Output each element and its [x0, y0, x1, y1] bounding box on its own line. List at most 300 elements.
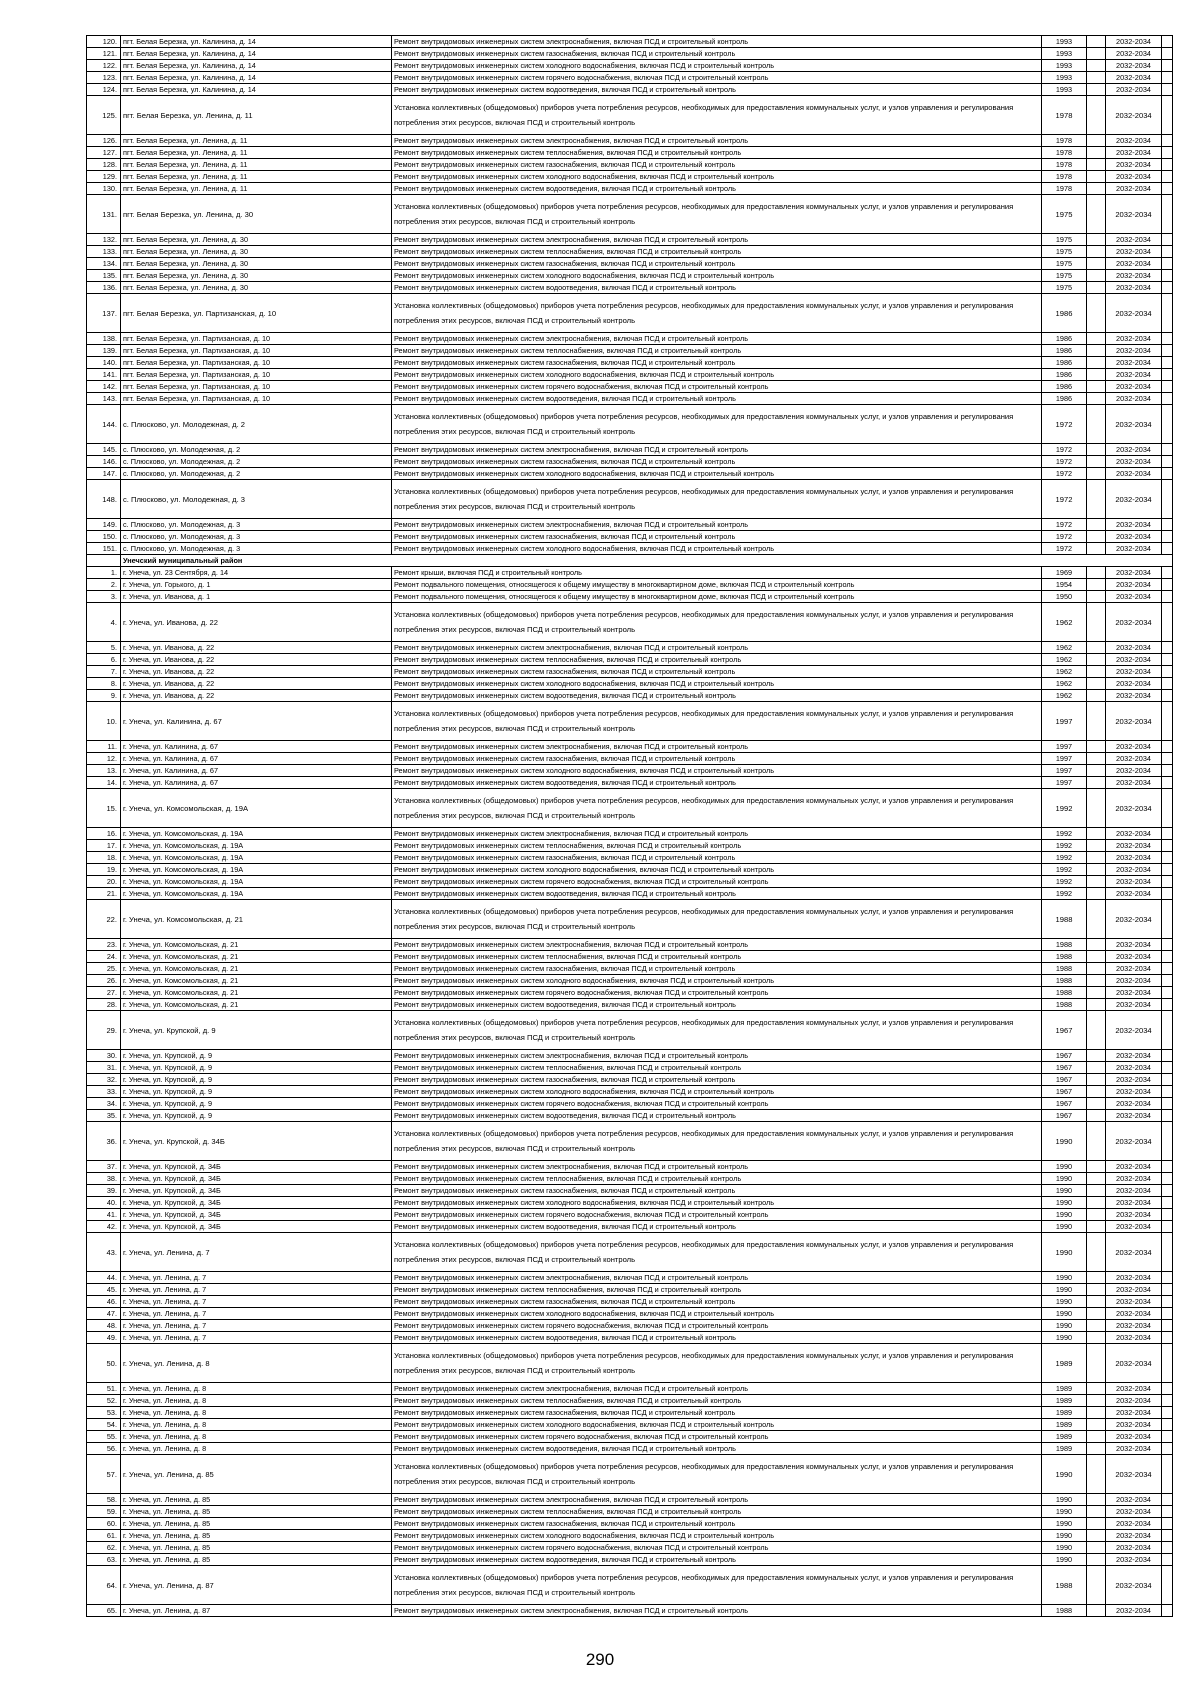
address-cell: г. Унеча, ул. Ленина, д. 8	[121, 1407, 392, 1419]
row-number: 37.	[87, 1161, 121, 1173]
table-row	[87, 939, 1173, 951]
empty-cell	[1087, 195, 1106, 234]
planned-period-cell: 2032-2034	[1106, 1122, 1162, 1161]
empty-cell	[1162, 690, 1173, 702]
empty-cell	[1162, 1494, 1173, 1506]
year-built-cell: 1972	[1042, 531, 1087, 543]
year-built-cell: 1989	[1042, 1443, 1087, 1455]
address-cell: г. Унеча, ул. Ленина, д. 85	[121, 1494, 392, 1506]
year-built-cell: 1989	[1042, 1419, 1087, 1431]
address-cell: с. Плюсково, ул. Молодежная, д. 3	[121, 519, 392, 531]
table-row	[87, 543, 1173, 555]
empty-cell	[1162, 72, 1173, 84]
empty-cell	[1162, 1221, 1173, 1233]
row-number: 43.	[87, 1233, 121, 1272]
row-number: 12.	[87, 753, 121, 765]
address-cell: г. Унеча, ул. Ленина, д. 8	[121, 1431, 392, 1443]
address-cell: пгт. Белая Березка, ул. Партизанская, д. 10	[121, 357, 392, 369]
year-built-cell: 1975	[1042, 258, 1087, 270]
year-built-cell: 1993	[1042, 84, 1087, 96]
address-cell: пгт. Белая Березка, ул. Ленина, д. 11	[121, 135, 392, 147]
empty-cell	[1087, 1455, 1106, 1494]
planned-period-cell: 2032-2034	[1106, 543, 1162, 555]
work-type-cell: Ремонт внутридомовых инженерных систем холодного водоснабжения, включая ПСД и строительный контроль	[392, 975, 1042, 987]
row-number: 48.	[87, 1320, 121, 1332]
year-built-cell: 1990	[1042, 1209, 1087, 1221]
row-number: 129.	[87, 171, 121, 183]
planned-period-cell: 2032-2034	[1106, 1605, 1162, 1617]
row-number: 26.	[87, 975, 121, 987]
address-cell: г. Унеча, ул. Комсомольская, д. 19А	[121, 840, 392, 852]
address-cell: г. Унеча, ул. Комсомольская, д. 21	[121, 963, 392, 975]
row-number	[87, 555, 121, 567]
address-cell: пгт. Белая Березка, ул. Калинина, д. 14	[121, 60, 392, 72]
work-type-cell: Ремонт внутридомовых инженерных систем горячего водоснабжения, включая ПСД и строительный контроль	[392, 1209, 1042, 1221]
table-row	[87, 1395, 1173, 1407]
table-row	[87, 171, 1173, 183]
table-row	[87, 1530, 1173, 1542]
year-built-cell: 1967	[1042, 1074, 1087, 1086]
empty-cell	[1162, 1566, 1173, 1605]
table-row	[87, 1344, 1173, 1383]
row-number: 15.	[87, 789, 121, 828]
empty-cell	[1087, 765, 1106, 777]
empty-cell	[1087, 96, 1106, 135]
table-row	[87, 48, 1173, 60]
work-type-cell: Установка коллективных (общедомовых) приборов учета потребления ресурсов, необходимых для предоставления коммунальных услуг, и узлов управления и регулирования потребления этих ресурсов, включая ПСД и строительный контроль	[392, 1011, 1042, 1050]
row-number: 27.	[87, 987, 121, 999]
empty-cell	[1162, 789, 1173, 828]
table-row	[87, 852, 1173, 864]
year-built-cell: 1962	[1042, 603, 1087, 642]
table-row	[87, 1518, 1173, 1530]
planned-period-cell: 2032-2034	[1106, 951, 1162, 963]
address-cell: г. Унеча, ул. Комсомольская, д. 19А	[121, 888, 392, 900]
table-row	[87, 345, 1173, 357]
year-built-cell: 1978	[1042, 183, 1087, 195]
work-type-cell: Установка коллективных (общедомовых) приборов учета потребления ресурсов, необходимых для предоставления коммунальных услуг, и узлов управления и регулирования потребления этих ресурсов, включая ПСД и строительный контроль	[392, 1455, 1042, 1494]
year-built-cell: 1967	[1042, 1062, 1087, 1074]
year-built-cell: 1997	[1042, 741, 1087, 753]
year-built-cell: 1992	[1042, 888, 1087, 900]
planned-period-cell: 2032-2034	[1106, 1494, 1162, 1506]
empty-cell	[1162, 282, 1173, 294]
planned-period-cell: 2032-2034	[1106, 1221, 1162, 1233]
planned-period-cell: 2032-2034	[1106, 579, 1162, 591]
planned-period-cell: 2032-2034	[1106, 405, 1162, 444]
work-type-cell: Ремонт внутридомовых инженерных систем теплоснабжения, включая ПСД и строительный контроль	[392, 1173, 1042, 1185]
table-row	[87, 690, 1173, 702]
year-built-cell: 1988	[1042, 999, 1087, 1011]
table-row	[87, 36, 1173, 48]
work-type-cell: Ремонт внутридомовых инженерных систем газоснабжения, включая ПСД и строительный контроль	[392, 531, 1042, 543]
empty-cell	[1162, 294, 1173, 333]
planned-period-cell: 2032-2034	[1106, 531, 1162, 543]
empty-cell	[1087, 1554, 1106, 1566]
row-number: 60.	[87, 1518, 121, 1530]
empty-cell	[1162, 480, 1173, 519]
year-built-cell: 1990	[1042, 1455, 1087, 1494]
empty-cell	[1162, 678, 1173, 690]
work-type-cell: Ремонт внутридомовых инженерных систем газоснабжения, включая ПСД и строительный контроль	[392, 1407, 1042, 1419]
year-built-cell: 1962	[1042, 666, 1087, 678]
row-number: 140.	[87, 357, 121, 369]
table-row	[87, 333, 1173, 345]
table-row	[87, 789, 1173, 828]
table-row	[87, 456, 1173, 468]
planned-period-cell: 2032-2034	[1106, 1161, 1162, 1173]
empty-cell	[1162, 1605, 1173, 1617]
planned-period-cell: 2032-2034	[1106, 48, 1162, 60]
work-type-cell: Ремонт внутридомовых инженерных систем холодного водоснабжения, включая ПСД и строительный контроль	[392, 60, 1042, 72]
empty-cell	[1087, 1050, 1106, 1062]
table-row	[87, 369, 1173, 381]
table-row	[87, 381, 1173, 393]
year-built-cell: 1967	[1042, 1110, 1087, 1122]
address-cell: г. Унеча, ул. Ленина, д. 7	[121, 1284, 392, 1296]
address-cell: г. Унеча, ул. Иванова, д. 22	[121, 654, 392, 666]
year-built-cell: 1989	[1042, 1431, 1087, 1443]
work-type-cell: Ремонт внутридомовых инженерных систем электроснабжения, включая ПСД и строительный контроль	[392, 1272, 1042, 1284]
row-number: 139.	[87, 345, 121, 357]
row-number: 42.	[87, 1221, 121, 1233]
empty-cell	[1087, 405, 1106, 444]
table-row	[87, 183, 1173, 195]
year-built-cell: 1989	[1042, 1395, 1087, 1407]
table-row	[87, 444, 1173, 456]
planned-period-cell: 2032-2034	[1106, 84, 1162, 96]
address-cell: г. Унеча, ул. Ленина, д. 85	[121, 1542, 392, 1554]
year-built-cell: 1972	[1042, 405, 1087, 444]
work-type-cell: Ремонт внутридомовых инженерных систем водоотведения, включая ПСД и строительный контроль	[392, 183, 1042, 195]
row-number: 121.	[87, 48, 121, 60]
table-row	[87, 195, 1173, 234]
work-type-cell: Ремонт внутридомовых инженерных систем электроснабжения, включая ПСД и строительный контроль	[392, 36, 1042, 48]
empty-cell	[1087, 1395, 1106, 1407]
year-built-cell: 1986	[1042, 294, 1087, 333]
planned-period-cell: 2032-2034	[1106, 840, 1162, 852]
table-row	[87, 987, 1173, 999]
table-row	[87, 357, 1173, 369]
planned-period-cell: 2032-2034	[1106, 456, 1162, 468]
table-row	[87, 1011, 1173, 1050]
address-cell: пгт. Белая Березка, ул. Калинина, д. 14	[121, 36, 392, 48]
empty-cell	[1162, 963, 1173, 975]
work-type-cell: Ремонт внутридомовых инженерных систем холодного водоснабжения, включая ПСД и строительный контроль	[392, 369, 1042, 381]
planned-period-cell: 2032-2034	[1106, 765, 1162, 777]
work-type-cell: Ремонт внутридомовых инженерных систем горячего водоснабжения, включая ПСД и строительный контроль	[392, 1431, 1042, 1443]
year-built-cell: 1990	[1042, 1233, 1087, 1272]
table-row	[87, 678, 1173, 690]
table-row	[87, 654, 1173, 666]
work-type-cell: Установка коллективных (общедомовых) приборов учета потребления ресурсов, необходимых для предоставления коммунальных услуг, и узлов управления и регулирования потребления этих ресурсов, включая ПСД и строительный контроль	[392, 1233, 1042, 1272]
empty-cell	[1087, 357, 1106, 369]
row-number: 50.	[87, 1344, 121, 1383]
table-row	[87, 96, 1173, 135]
year-built-cell: 1990	[1042, 1332, 1087, 1344]
work-type-cell: Ремонт внутридомовых инженерных систем водоотведения, включая ПСД и строительный контроль	[392, 1110, 1042, 1122]
table-row	[87, 1407, 1173, 1419]
empty-cell	[1162, 84, 1173, 96]
planned-period-cell: 2032-2034	[1106, 195, 1162, 234]
empty-cell	[1087, 1173, 1106, 1185]
address-cell: г. Унеча, ул. Ленина, д. 7	[121, 1272, 392, 1284]
empty-cell	[1162, 369, 1173, 381]
planned-period-cell: 2032-2034	[1106, 642, 1162, 654]
row-number: 18.	[87, 852, 121, 864]
planned-period-cell: 2032-2034	[1106, 357, 1162, 369]
empty-cell	[1162, 270, 1173, 282]
row-number: 4.	[87, 603, 121, 642]
row-number: 21.	[87, 888, 121, 900]
planned-period-cell: 2032-2034	[1106, 468, 1162, 480]
row-number: 49.	[87, 1332, 121, 1344]
address-cell: г. Унеча, ул. Комсомольская, д. 19А	[121, 876, 392, 888]
work-type-cell: Ремонт подвального помещения, относящегося к общему имуществу в многоквартирном доме, включая ПСД и строительный контроль	[392, 579, 1042, 591]
empty-cell	[1087, 1320, 1106, 1332]
address-cell: г. Унеча, ул. Крупской, д. 34Б	[121, 1161, 392, 1173]
empty-cell	[1087, 1494, 1106, 1506]
row-number: 141.	[87, 369, 121, 381]
empty-cell	[1162, 1209, 1173, 1221]
planned-period-cell: 2032-2034	[1106, 345, 1162, 357]
empty-cell	[1162, 1395, 1173, 1407]
address-cell: г. Унеча, ул. Калинина, д. 67	[121, 765, 392, 777]
year-built-cell: 1988	[1042, 963, 1087, 975]
empty-cell	[1087, 1296, 1106, 1308]
empty-cell	[1162, 60, 1173, 72]
year-built-cell: 1992	[1042, 852, 1087, 864]
empty-cell	[1087, 678, 1106, 690]
table-body	[87, 36, 1173, 1617]
year-built-cell: 1967	[1042, 1011, 1087, 1050]
empty-cell	[1087, 1308, 1106, 1320]
empty-cell	[1087, 48, 1106, 60]
empty-cell	[1162, 1161, 1173, 1173]
row-number: 143.	[87, 393, 121, 405]
planned-period-cell: 2032-2034	[1106, 777, 1162, 789]
table-row	[87, 975, 1173, 987]
table-row	[87, 72, 1173, 84]
empty-cell	[1087, 294, 1106, 333]
address-cell: г. Унеча, ул. Комсомольская, д. 21	[121, 939, 392, 951]
row-number: 1.	[87, 567, 121, 579]
row-number: 52.	[87, 1395, 121, 1407]
empty-cell	[1162, 96, 1173, 135]
empty-cell	[1162, 357, 1173, 369]
empty-cell	[1162, 159, 1173, 171]
year-built-cell: 1990	[1042, 1296, 1087, 1308]
address-cell: пгт. Белая Березка, ул. Ленина, д. 11	[121, 147, 392, 159]
table-row	[87, 642, 1173, 654]
empty-cell	[1087, 777, 1106, 789]
address-cell: г. Унеча, ул. Ленина, д. 85	[121, 1554, 392, 1566]
table-row	[87, 1605, 1173, 1617]
planned-period-cell: 2032-2034	[1106, 183, 1162, 195]
table-row	[87, 135, 1173, 147]
table-row	[87, 1098, 1173, 1110]
table-row	[87, 1566, 1173, 1605]
year-built-cell: 1992	[1042, 840, 1087, 852]
empty-cell	[1162, 1296, 1173, 1308]
work-type-cell: Ремонт внутридомовых инженерных систем холодного водоснабжения, включая ПСД и строительный контроль	[392, 1308, 1042, 1320]
table-row	[87, 84, 1173, 96]
planned-period-cell: 2032-2034	[1106, 1086, 1162, 1098]
year-built-cell: 1986	[1042, 381, 1087, 393]
address-cell: г. Унеча, ул. Крупской, д. 9	[121, 1050, 392, 1062]
empty-cell	[1087, 963, 1106, 975]
address-cell: пгт. Белая Березка, ул. Ленина, д. 30	[121, 270, 392, 282]
year-built-cell: 1997	[1042, 753, 1087, 765]
planned-period-cell: 2032-2034	[1106, 234, 1162, 246]
planned-period-cell: 2032-2034	[1106, 1443, 1162, 1455]
repair-program-table	[86, 35, 1173, 1617]
empty-cell	[1162, 345, 1173, 357]
table-row	[87, 1086, 1173, 1098]
empty-cell	[1087, 1161, 1106, 1173]
table-row	[87, 702, 1173, 741]
year-built-cell: 1978	[1042, 147, 1087, 159]
empty-cell	[1087, 951, 1106, 963]
table-row	[87, 1062, 1173, 1074]
empty-cell	[1087, 1518, 1106, 1530]
table-row	[87, 147, 1173, 159]
address-cell: г. Унеча, ул. Ленина, д. 7	[121, 1308, 392, 1320]
empty-cell	[1162, 1455, 1173, 1494]
year-built-cell: 1990	[1042, 1542, 1087, 1554]
empty-cell	[1087, 333, 1106, 345]
empty-cell	[1087, 987, 1106, 999]
address-cell: г. Унеча, ул. Комсомольская, д. 19А	[121, 789, 392, 828]
table-row	[87, 519, 1173, 531]
empty-cell	[1087, 1110, 1106, 1122]
table-row	[87, 60, 1173, 72]
planned-period-cell: 2032-2034	[1106, 1383, 1162, 1395]
table-row	[87, 1506, 1173, 1518]
row-number: 55.	[87, 1431, 121, 1443]
work-type-cell: Ремонт внутридомовых инженерных систем холодного водоснабжения, включая ПСД и строительный контроль	[392, 1530, 1042, 1542]
row-number: 31.	[87, 1062, 121, 1074]
row-number: 130.	[87, 183, 121, 195]
work-type-cell: Ремонт внутридомовых инженерных систем холодного водоснабжения, включая ПСД и строительный контроль	[392, 171, 1042, 183]
table-row	[87, 1185, 1173, 1197]
planned-period-cell: 2032-2034	[1106, 1098, 1162, 1110]
year-built-cell: 1978	[1042, 159, 1087, 171]
address-cell: г. Унеча, ул. Крупской, д. 9	[121, 1062, 392, 1074]
planned-period-cell: 2032-2034	[1106, 1233, 1162, 1272]
table-row	[87, 405, 1173, 444]
work-type-cell: Ремонт внутридомовых инженерных систем горячего водоснабжения, включая ПСД и строительный контроль	[392, 1098, 1042, 1110]
year-built-cell: 1990	[1042, 1173, 1087, 1185]
work-type-cell: Ремонт подвального помещения, относящегося к общему имуществу в многоквартирном доме, включая ПСД и строительный контроль	[392, 591, 1042, 603]
empty-cell	[1162, 1173, 1173, 1185]
address-cell: г. Унеча, ул. Крупской, д. 9	[121, 1110, 392, 1122]
row-number: 14.	[87, 777, 121, 789]
empty-cell	[1162, 702, 1173, 741]
planned-period-cell: 2032-2034	[1106, 591, 1162, 603]
planned-period-cell: 2032-2034	[1106, 888, 1162, 900]
planned-period-cell: 2032-2034	[1106, 1530, 1162, 1542]
year-built-cell: 1988	[1042, 1566, 1087, 1605]
year-built-cell: 1972	[1042, 468, 1087, 480]
address-cell: г. Унеча, ул. Иванова, д. 22	[121, 603, 392, 642]
table-row	[87, 591, 1173, 603]
year-built-cell: 1990	[1042, 1554, 1087, 1566]
planned-period-cell: 2032-2034	[1106, 1455, 1162, 1494]
planned-period-cell: 2032-2034	[1106, 393, 1162, 405]
work-type-cell: Ремонт внутридомовых инженерных систем газоснабжения, включая ПСД и строительный контроль	[392, 1185, 1042, 1197]
year-built-cell: 1954	[1042, 579, 1087, 591]
address-cell: г. Унеча, ул. Ленина, д. 85	[121, 1530, 392, 1542]
work-type-cell: Ремонт внутридомовых инженерных систем электроснабжения, включая ПСД и строительный контроль	[392, 1050, 1042, 1062]
planned-period-cell: 2032-2034	[1106, 1284, 1162, 1296]
address-cell: г. Унеча, ул. Горького, д. 1	[121, 579, 392, 591]
empty-cell	[1087, 369, 1106, 381]
table-row	[87, 1542, 1173, 1554]
address-cell: г. Унеча, ул. Ленина, д. 7	[121, 1320, 392, 1332]
empty-cell	[1162, 864, 1173, 876]
work-type-cell: Ремонт внутридомовых инженерных систем теплоснабжения, включая ПСД и строительный контроль	[392, 345, 1042, 357]
empty-cell	[1162, 828, 1173, 840]
row-number: 8.	[87, 678, 121, 690]
planned-period-cell: 2032-2034	[1106, 1518, 1162, 1530]
year-built-cell: 1975	[1042, 246, 1087, 258]
empty-cell	[1087, 567, 1106, 579]
planned-period-cell: 2032-2034	[1106, 60, 1162, 72]
work-type-cell: Ремонт внутридомовых инженерных систем электроснабжения, включая ПСД и строительный контроль	[392, 1605, 1042, 1617]
empty-cell	[1162, 1506, 1173, 1518]
row-number: 39.	[87, 1185, 121, 1197]
empty-cell	[1162, 1086, 1173, 1098]
planned-period-cell: 2032-2034	[1106, 567, 1162, 579]
address-cell: пгт. Белая Березка, ул. Ленина, д. 11	[121, 171, 392, 183]
address-cell: г. Унеча, ул. Комсомольская, д. 19А	[121, 828, 392, 840]
planned-period-cell: 2032-2034	[1106, 1308, 1162, 1320]
table-row	[87, 531, 1173, 543]
row-number: 136.	[87, 282, 121, 294]
address-cell: г. Унеча, ул. Комсомольская, д. 19А	[121, 852, 392, 864]
empty-cell	[1162, 468, 1173, 480]
table-row	[87, 234, 1173, 246]
year-built-cell: 1975	[1042, 282, 1087, 294]
table-row	[87, 1554, 1173, 1566]
planned-period-cell: 2032-2034	[1106, 702, 1162, 741]
row-number: 35.	[87, 1110, 121, 1122]
row-number: 57.	[87, 1455, 121, 1494]
planned-period-cell: 2032-2034	[1106, 72, 1162, 84]
table-row	[87, 480, 1173, 519]
work-type-cell: Ремонт внутридомовых инженерных систем газоснабжения, включая ПСД и строительный контроль	[392, 48, 1042, 60]
year-built-cell: 1990	[1042, 1185, 1087, 1197]
row-number: 3.	[87, 591, 121, 603]
row-number: 10.	[87, 702, 121, 741]
work-type-cell: Установка коллективных (общедомовых) приборов учета потребления ресурсов, необходимых для предоставления коммунальных услуг, и узлов управления и регулирования потребления этих ресурсов, включая ПСД и строительный контроль	[392, 702, 1042, 741]
planned-period-cell: 2032-2034	[1106, 147, 1162, 159]
planned-period-cell: 2032-2034	[1106, 900, 1162, 939]
table-row	[87, 258, 1173, 270]
work-type-cell: Ремонт внутридомовых инженерных систем газоснабжения, включая ПСД и строительный контроль	[392, 1074, 1042, 1086]
empty-cell	[1087, 603, 1106, 642]
work-type-cell: Установка коллективных (общедомовых) приборов учета потребления ресурсов, необходимых для предоставления коммунальных услуг, и узлов управления и регулирования потребления этих ресурсов, включая ПСД и строительный контроль	[392, 96, 1042, 135]
row-number: 30.	[87, 1050, 121, 1062]
year-built-cell: 1978	[1042, 171, 1087, 183]
year-built-cell: 1967	[1042, 1098, 1087, 1110]
planned-period-cell: 2032-2034	[1106, 369, 1162, 381]
work-type-cell: Ремонт внутридомовых инженерных систем теплоснабжения, включая ПСД и строительный контроль	[392, 1062, 1042, 1074]
empty-cell	[1162, 444, 1173, 456]
planned-period-cell: 2032-2034	[1106, 741, 1162, 753]
empty-cell	[1087, 690, 1106, 702]
